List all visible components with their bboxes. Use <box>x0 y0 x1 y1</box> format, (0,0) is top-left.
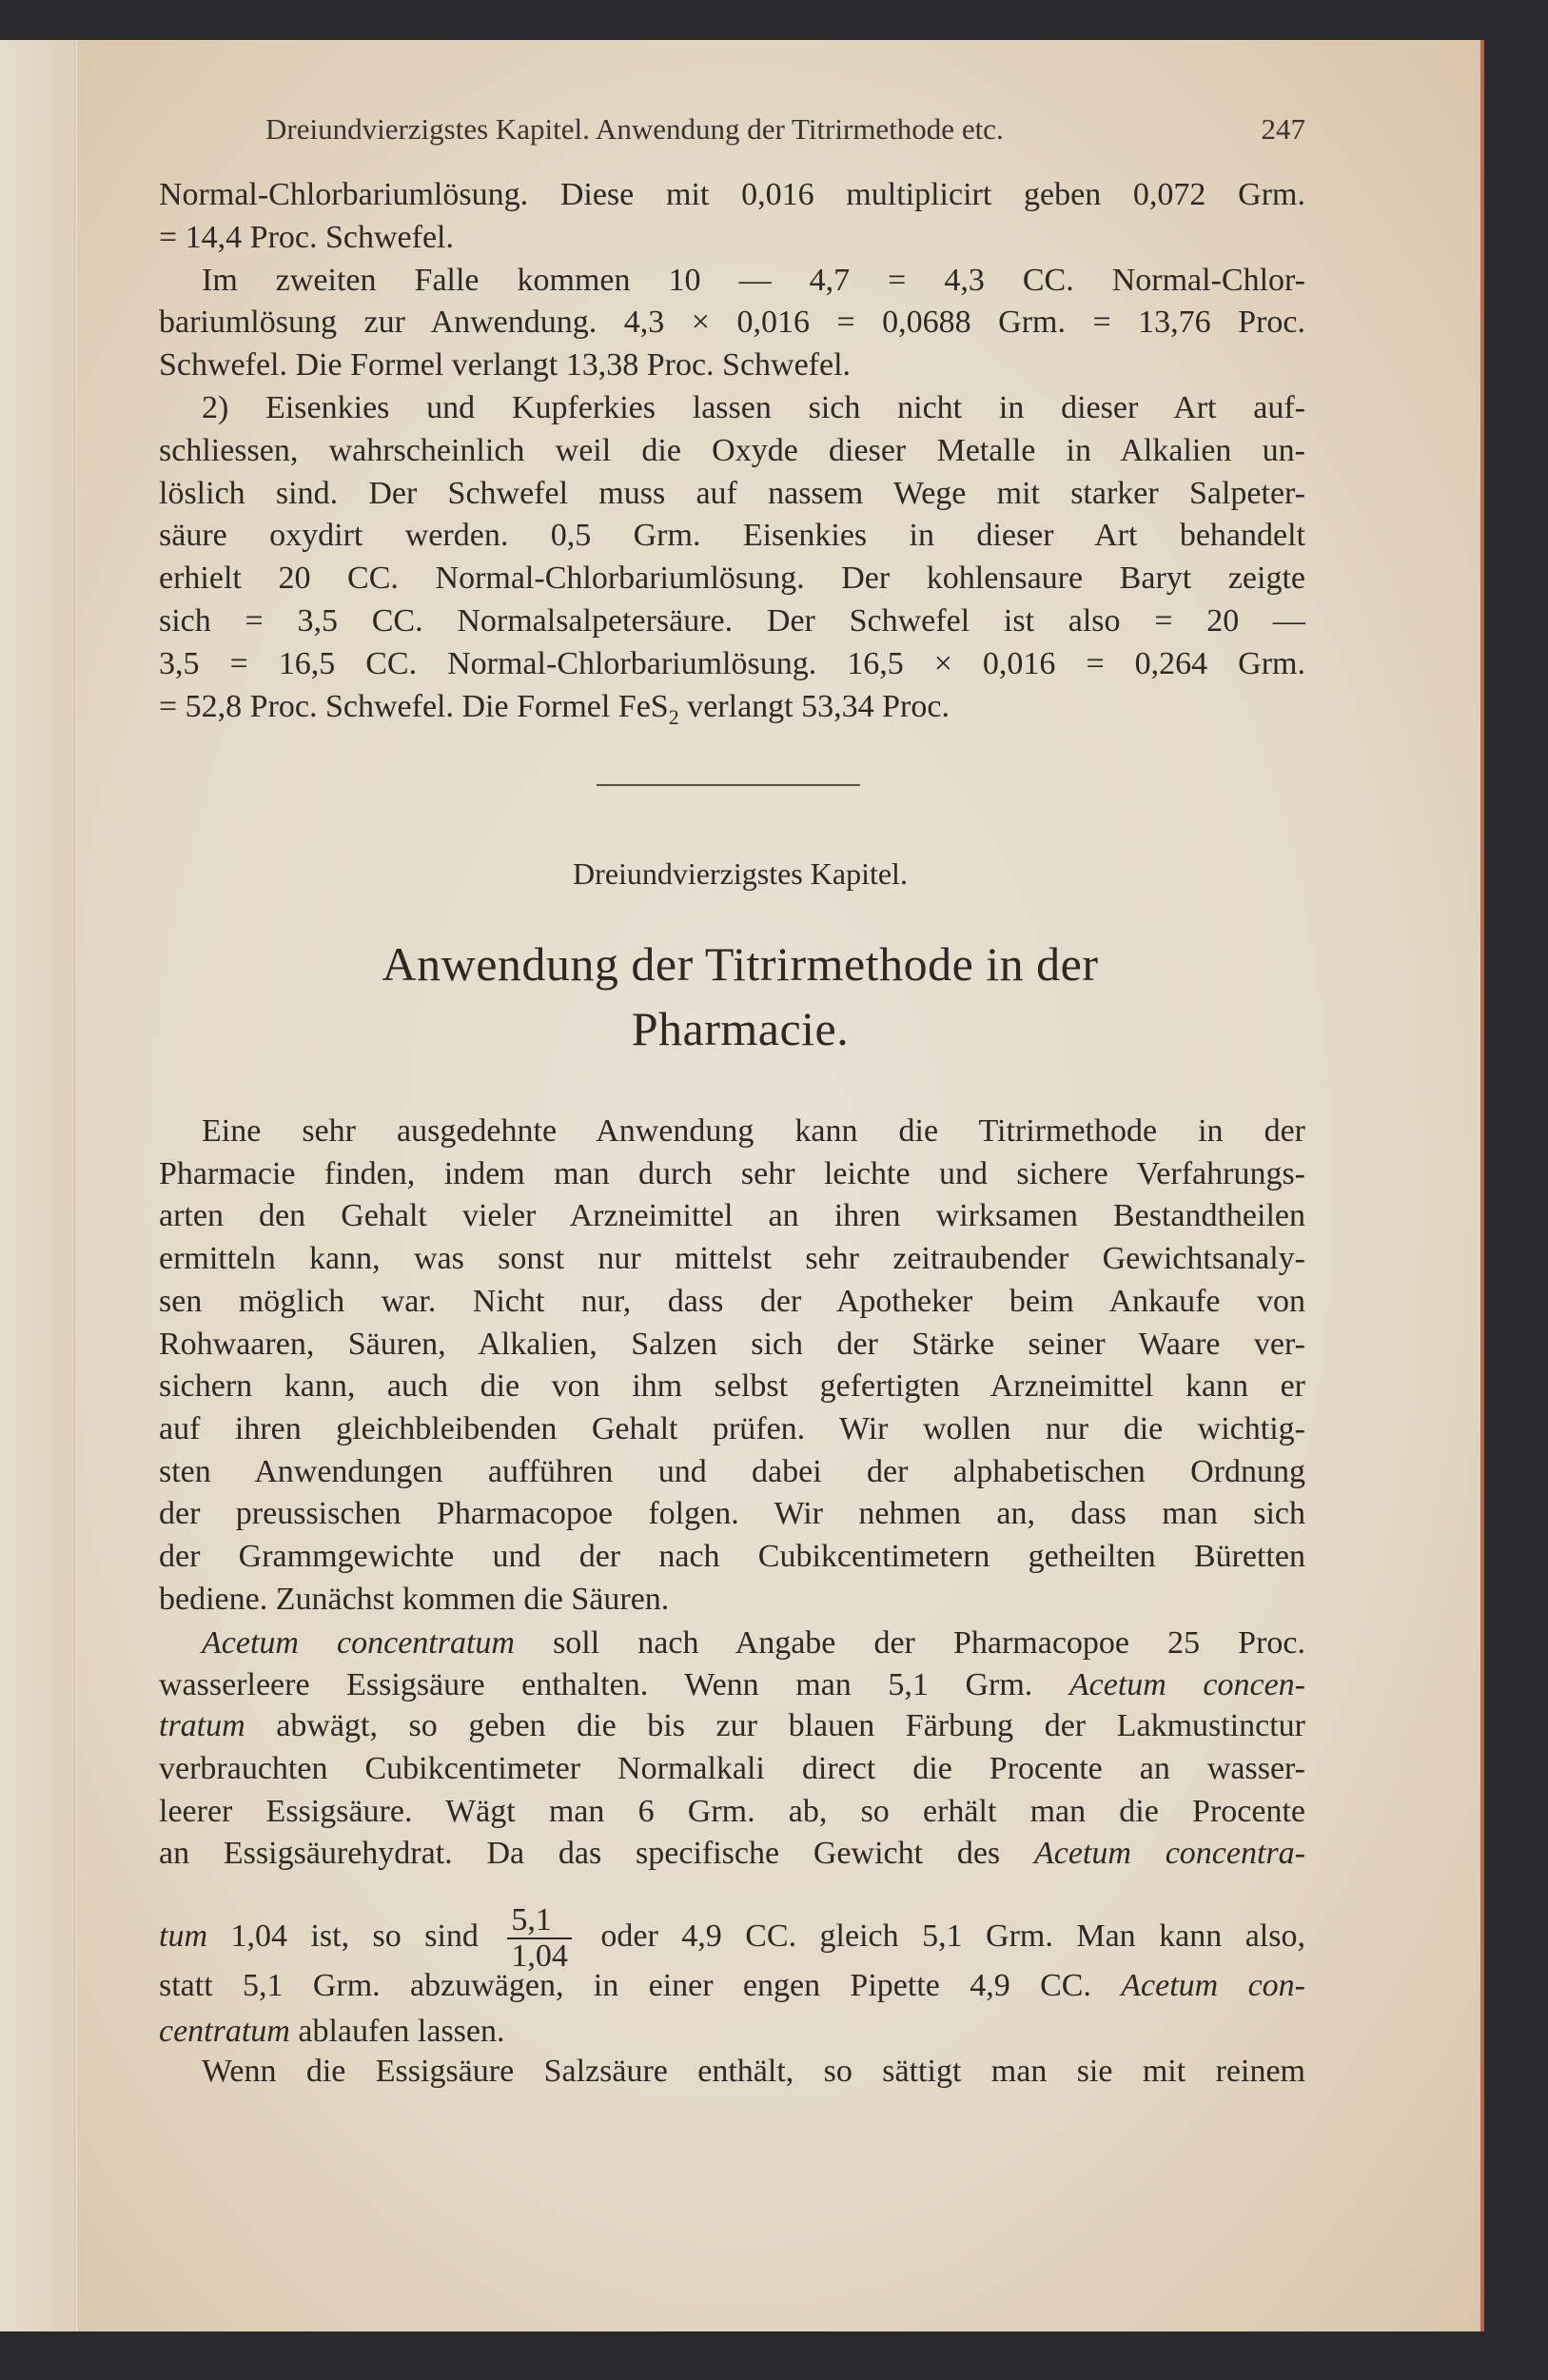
text-segment: schliessen, wahrscheinlich weil die Oxyde dieser Metalle in Alkalien un- <box>159 432 1305 468</box>
text-line <box>159 1450 1305 1493</box>
subscript: 2 <box>668 704 679 729</box>
page-gutter <box>74 40 77 2331</box>
text-segment: = 52,8 Proc. Schwefel. Die Formel FeS <box>159 688 669 724</box>
text-segment: 3,5 = 16,5 CC. Normal-Chlorbariumlösung. 16,5 × 0,016 = 0,264 Grm. <box>159 645 1305 681</box>
chapter-title-line-2: Pharmacie. <box>631 1002 850 1055</box>
text-line <box>159 1578 1305 1621</box>
text-segment: auf ihren gleichbleibenden Gehalt prüfen. Wir wollen nur die wichtig- <box>159 1410 1305 1446</box>
italic-term: tum <box>159 1918 207 1954</box>
text-segment: Normal-Chlorbariumlösung. Diese mit 0,016 multiplicirt geben 0,072 Grm. <box>159 177 1305 212</box>
italic-term: Acetum concentra- <box>1033 1836 1305 1871</box>
text-line <box>159 1323 1305 1366</box>
text-segment: wasserleere Essigsäure enthalten. Wenn man 5,1 Grm. <box>159 1667 1069 1702</box>
text-segment: löslich sind. Der Schwefel muss auf nassem Wege mit starker Salpeter- <box>159 475 1305 511</box>
text-segment: Rohwaaren, Säuren, Alkalien, Salzen sich der Stärke seiner Waare ver- <box>159 1326 1305 1362</box>
text-line <box>159 173 1305 216</box>
text-line <box>159 1832 1305 1875</box>
text-line <box>159 642 1305 685</box>
text-line <box>159 1704 1305 1747</box>
page-number: 247 <box>1261 112 1305 146</box>
facing-page-edge <box>0 40 74 2331</box>
chapter-title-line-1: Anwendung der Titrirmethode in der <box>382 937 1099 991</box>
text-segment: oder 4,9 CC. gleich 5,1 Grm. Man kann also, <box>577 1918 1305 1954</box>
text-line <box>159 1194 1305 1237</box>
text-segment: ermitteln kann, was sonst nur mittelst sehr zeitraubender Gewichtsanaly- <box>159 1241 1305 1277</box>
text-line <box>159 600 1305 642</box>
text-line <box>159 685 1305 728</box>
running-header: Dreiundvierzigstes Kapitel. Anwendung der Titrirmethode etc. <box>265 112 1004 146</box>
text-line <box>159 429 1305 472</box>
text-line <box>159 2050 1305 2093</box>
text-line <box>159 1407 1305 1450</box>
text-line <box>159 472 1305 515</box>
text-segment: Pharmacie finden, indem man durch sehr leichte und sichere Verfahrungs- <box>159 1155 1305 1191</box>
text-segment: sichern kann, auch die von ihm selbst gefertigten Arzneimittel kann er <box>159 1368 1305 1405</box>
text-segment: der Grammgewichte und der nach Cubikcentimetern getheilten Büretten <box>159 1539 1305 1574</box>
text-segment: verbrauchten Cubikcentimeter Normalkali direct die Procente an wasser- <box>159 1751 1305 1786</box>
italic-term: Acetum concentratum <box>202 1625 515 1661</box>
text-line <box>159 1237 1305 1280</box>
text-line <box>159 514 1305 557</box>
text-segment: statt 5,1 Grm. abzuwägen, in einer engen Pipette 4,9 CC. <box>159 1968 1122 2003</box>
text-line <box>159 386 1305 429</box>
text-segment: abwägt, so geben die bis zur blauen Färbung der Lakmustinctur <box>245 1708 1305 1743</box>
text-line <box>159 344 1305 386</box>
text-segment: sen möglich war. Nicht nur, dass der Apotheker beim Ankaufe von <box>159 1283 1305 1319</box>
text-segment: sich = 3,5 CC. Normalsalpetersäure. Der Schwefel ist also = 20 — <box>159 603 1305 639</box>
text-line <box>159 1535 1305 1578</box>
text-line <box>159 1790 1305 1833</box>
italic-term: Acetum con- <box>1121 1968 1305 2003</box>
italic-term: Acetum concen- <box>1068 1667 1306 1702</box>
text-segment: Im zweiten Falle kommen 10 — 4,7 = 4,3 CC. Normal-Chlor- <box>202 262 1305 298</box>
text-line <box>159 301 1305 344</box>
text-segment: 1,04 ist, so sind <box>207 1918 502 1954</box>
text-segment: bariumlösung zur Anwendung. 4,3 × 0,016 = 0,0688 Grm. = 13,76 Proc. <box>159 305 1305 341</box>
fraction-numerator: 5,1 <box>507 1903 572 1939</box>
text-line <box>159 1663 1305 1706</box>
text-segment: verlangt 53,34 Proc. <box>678 688 950 724</box>
text-line <box>159 216 1305 259</box>
text-line <box>159 1622 1305 1664</box>
text-segment: bediene. Zunächst kommen die Säuren. <box>159 1581 670 1617</box>
text-line <box>159 259 1305 302</box>
fraction <box>507 1903 572 1974</box>
text-segment: = 14,4 Proc. Schwefel. <box>159 219 455 255</box>
text-segment: Eine sehr ausgedehnte Anwendung kann die Titrirmethode in der <box>202 1113 1305 1149</box>
text-segment: leerer Essigsäure. Wägt man 6 Grm. ab, so erhält man die Procente <box>159 1794 1305 1829</box>
text-segment: arten den Gehalt vieler Arzneimittel an ihren wirksamen Bestandtheilen <box>159 1198 1305 1234</box>
text-line <box>159 1747 1305 1790</box>
text-segment: 2) Eisenkies und Kupferkies lassen sich nicht in dieser Art auf- <box>202 390 1305 425</box>
text-line <box>159 1365 1305 1407</box>
text-segment: erhielt 20 CC. Normal-Chlorbariumlösung. Der kohlensaure Baryt zeigte <box>159 561 1305 597</box>
text-segment: Wenn die Essigsäure Salzsäure enthält, so sättigt man sie mit reinem <box>202 2054 1305 2089</box>
text-line <box>159 557 1305 600</box>
text-segment: soll nach Angabe der Pharmacopoe 25 Proc. <box>514 1625 1305 1661</box>
text-line <box>159 1152 1305 1195</box>
text-line <box>159 1964 1305 2007</box>
text-segment: an Essigsäurehydrat. Da das specifische Gewicht des <box>159 1836 1034 1871</box>
text-segment: säure oxydirt werden. 0,5 Grm. Eisenkies in dieser Art behandelt <box>159 518 1305 554</box>
text-line <box>159 1110 1305 1152</box>
fraction-denominator: 1,04 <box>511 1938 568 1974</box>
text-segment: Schwefel. Die Formel verlangt 13,38 Proc. Schwefel. <box>159 347 852 384</box>
text-segment: der preussischen Pharmacopoe folgen. Wir nehmen an, dass man sich <box>159 1496 1305 1532</box>
section-divider <box>597 784 860 786</box>
text-segment: ablaufen lassen. <box>289 2014 505 2049</box>
chapter-label: Dreiundvierzigstes Kapitel. <box>573 856 908 891</box>
italic-term: tratum <box>159 1708 245 1743</box>
text-line <box>159 1902 1305 1974</box>
text-line <box>159 1492 1305 1535</box>
italic-term: centratum <box>159 2014 290 2049</box>
text-line <box>159 1280 1305 1323</box>
text-segment: sten Anwendungen aufführen und dabei der alphabetischen Ordnung <box>159 1453 1305 1489</box>
text-line <box>159 2010 1305 2053</box>
